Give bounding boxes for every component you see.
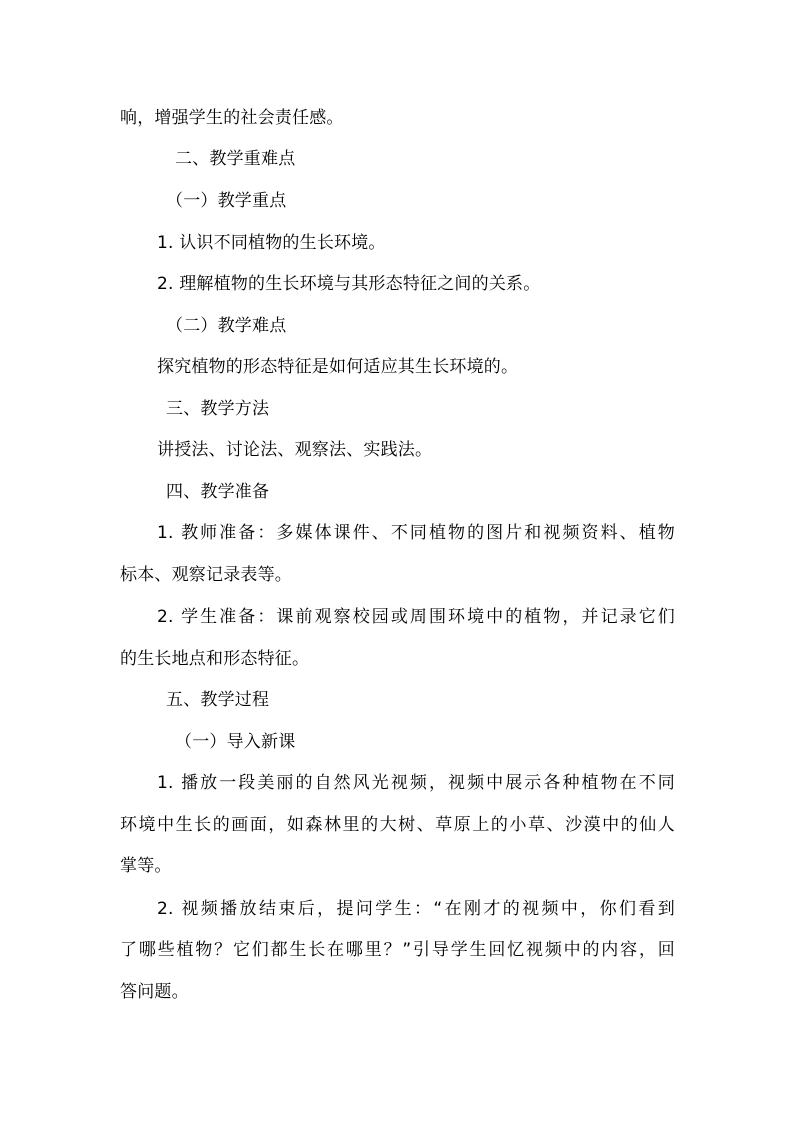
section-heading: 五、教学过程 — [166, 690, 270, 710]
list-item: 2. 学生准备：课前观察校园或周围环境中的植物，并记录它们 — [157, 607, 675, 627]
section-heading: 三、教学方法 — [166, 399, 270, 419]
list-item: 1. 认识不同植物的生长环境。 — [157, 233, 386, 253]
list-item: 1. 教师准备：多媒体课件、不同植物的图片和视频资料、植物 — [157, 523, 675, 543]
list-item-continuation: 了哪些植物？它们都生长在哪里？”引导学生回忆视频中的内容，回 — [120, 940, 675, 960]
list-item-continuation: 环境中生长的画面，如森林里的大树、草原上的小草、沙漠中的仙人 — [120, 815, 675, 835]
subsection-heading: （一）教学重点 — [166, 191, 287, 211]
paragraph: 讲授法、讨论法、观察法、实践法。 — [157, 440, 433, 460]
list-item-continuation: 的生长地点和形态特征。 — [120, 649, 310, 669]
list-item-continuation: 答问题。 — [120, 982, 189, 1002]
list-item: 2. 理解植物的生长环境与其形态特征之间的关系。 — [157, 274, 541, 294]
list-item-continuation: 掌等。 — [120, 856, 172, 876]
list-item: 2. 视频播放结束后，提问学生：“在刚才的视频中，你们看到 — [157, 899, 675, 919]
paragraph: 探究植物的形态特征是如何适应其生长环境的。 — [157, 357, 519, 377]
subsection-heading: （一）导入新课 — [175, 732, 296, 752]
paragraph-continuation: 响，增强学生的社会责任感。 — [120, 108, 344, 128]
section-heading: 四、教学准备 — [166, 482, 270, 502]
subsection-heading: （二）教学难点 — [166, 316, 287, 336]
section-heading: 二、教学重难点 — [175, 149, 296, 169]
list-item: 1. 播放一段美丽的自然风光视频，视频中展示各种植物在不同 — [157, 773, 675, 793]
list-item-continuation: 标本、观察记录表等。 — [120, 565, 292, 585]
